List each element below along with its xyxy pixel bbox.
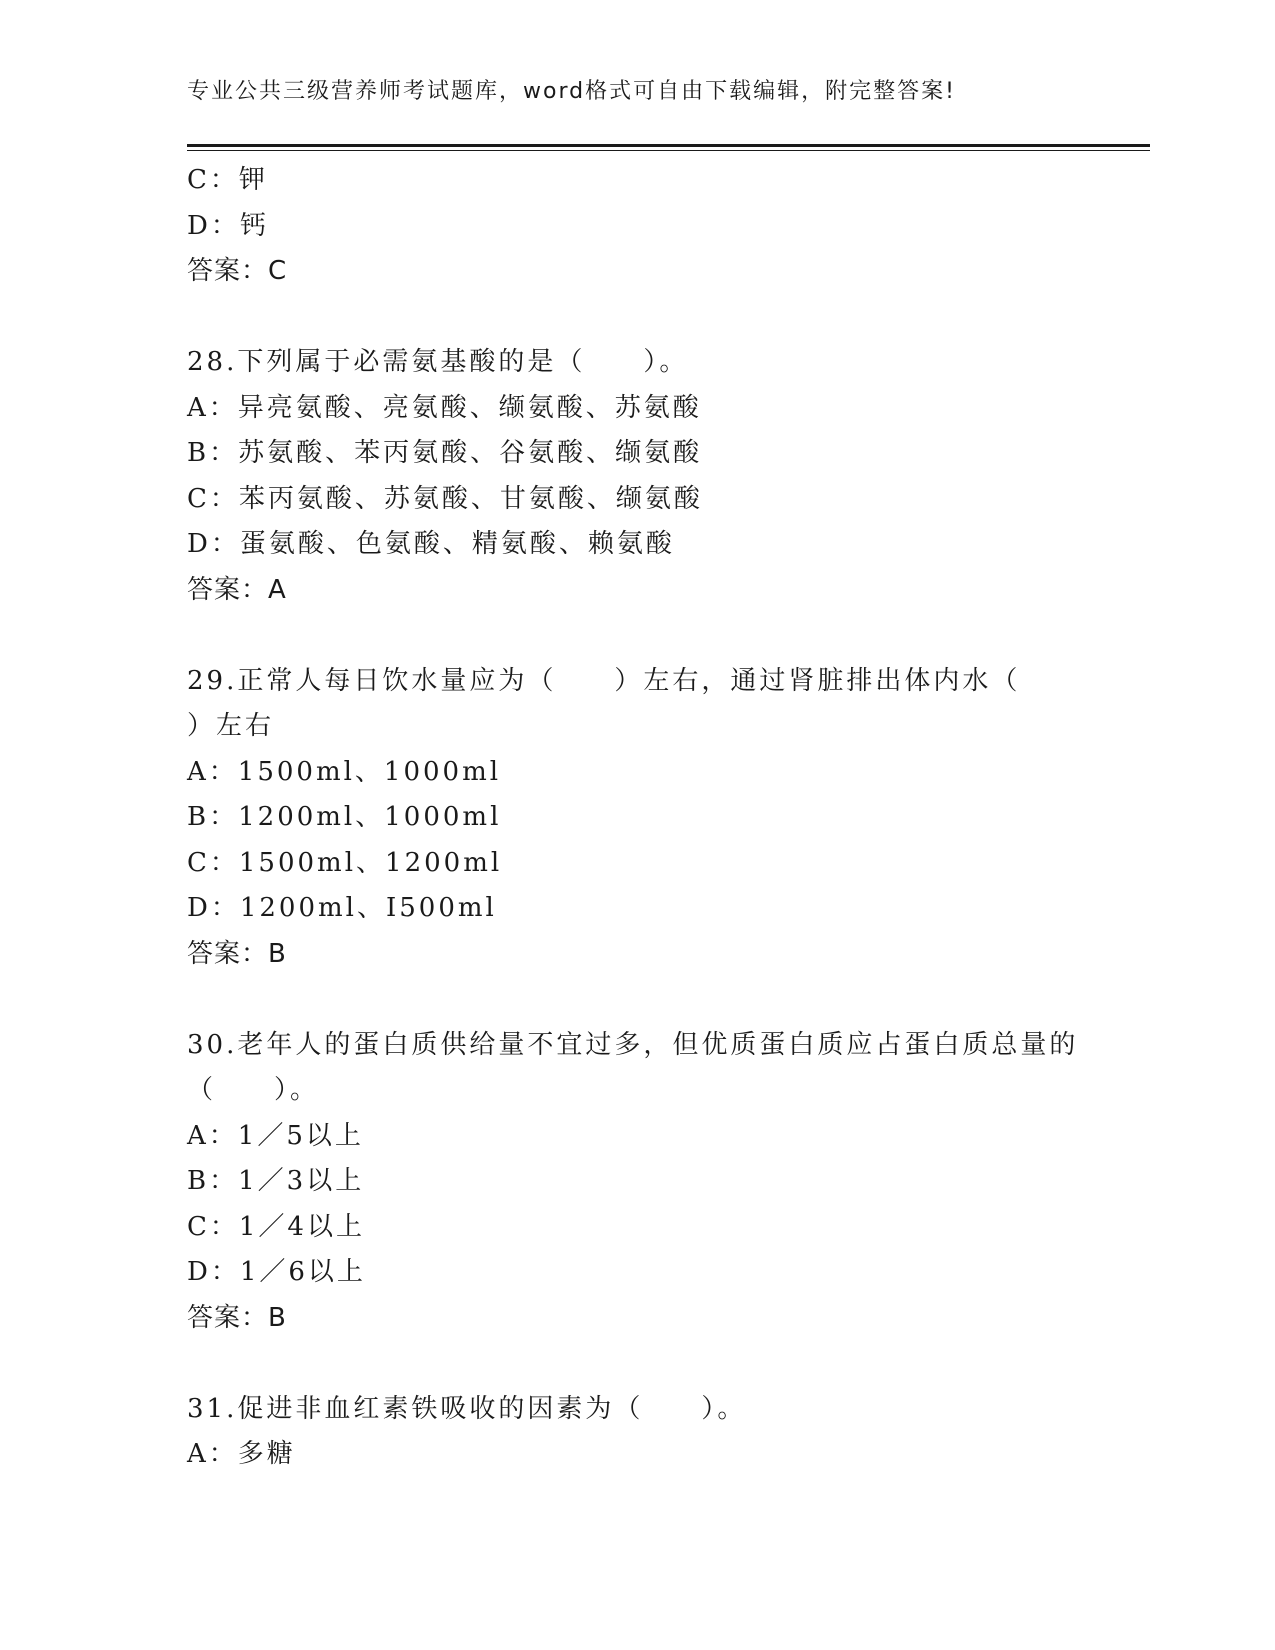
header-rule-thick: [187, 144, 1150, 147]
blank-line: [187, 613, 1087, 659]
option-line: D：钙: [187, 210, 269, 241]
question-text: 29.正常人每日饮水量应为（ ）左右，通过肾脏排出体内水（: [187, 665, 1021, 696]
option-line: B：1／3以上: [187, 1166, 365, 1196]
option-line: D：1／6以上: [187, 1257, 366, 1287]
blank-line: [187, 1341, 1087, 1387]
document-header: 专业公共三级营养师考试题库，word格式可自由下载编辑，附完整答案!: [187, 79, 956, 104]
option-line: A：1／5以上: [187, 1120, 364, 1151]
option-line: C：1／4以上: [187, 1211, 365, 1242]
blank-line: [187, 295, 1087, 341]
option-line: D：1200ml、I500ml: [187, 893, 497, 923]
answer-line: 答案：A: [187, 574, 287, 605]
option-line: C：1500ml、1200ml: [187, 847, 503, 878]
answer-line: 答案：C: [187, 256, 288, 286]
option-line: B：1200ml、1000ml: [187, 802, 502, 832]
option-line: A：1500ml、1000ml: [187, 756, 502, 787]
question-text: 28.下列属于必需氨基酸的是（ ）。: [187, 347, 689, 377]
question-text: （ ）。: [187, 1075, 320, 1105]
question-text: 30.老年人的蛋白质供给量不宜过多，但优质蛋白质应占蛋白质总量的: [187, 1029, 1079, 1060]
answer-line: 答案：B: [187, 938, 287, 969]
blank-line: [187, 977, 1087, 1023]
question-text: ）左右: [187, 711, 275, 741]
option-line: B：苏氨酸、苯丙氨酸、谷氨酸、缬氨酸: [187, 438, 703, 468]
question-text: 31.促进非血红素铁吸收的因素为（ ）。: [187, 1393, 747, 1424]
option-line: D：蛋氨酸、色氨酸、精氨酸、赖氨酸: [187, 529, 675, 559]
option-line: C：钾: [187, 165, 268, 195]
option-line: C：苯丙氨酸、苏氨酸、甘氨酸、缬氨酸: [187, 483, 703, 514]
answer-line: 答案：B: [187, 1302, 287, 1333]
option-line: A：异亮氨酸、亮氨酸、缬氨酸、苏氨酸: [187, 392, 702, 423]
question-content: [187, 158, 1087, 1478]
header-rule-thin: [187, 150, 1150, 151]
option-line: A：多糖: [187, 1439, 296, 1469]
